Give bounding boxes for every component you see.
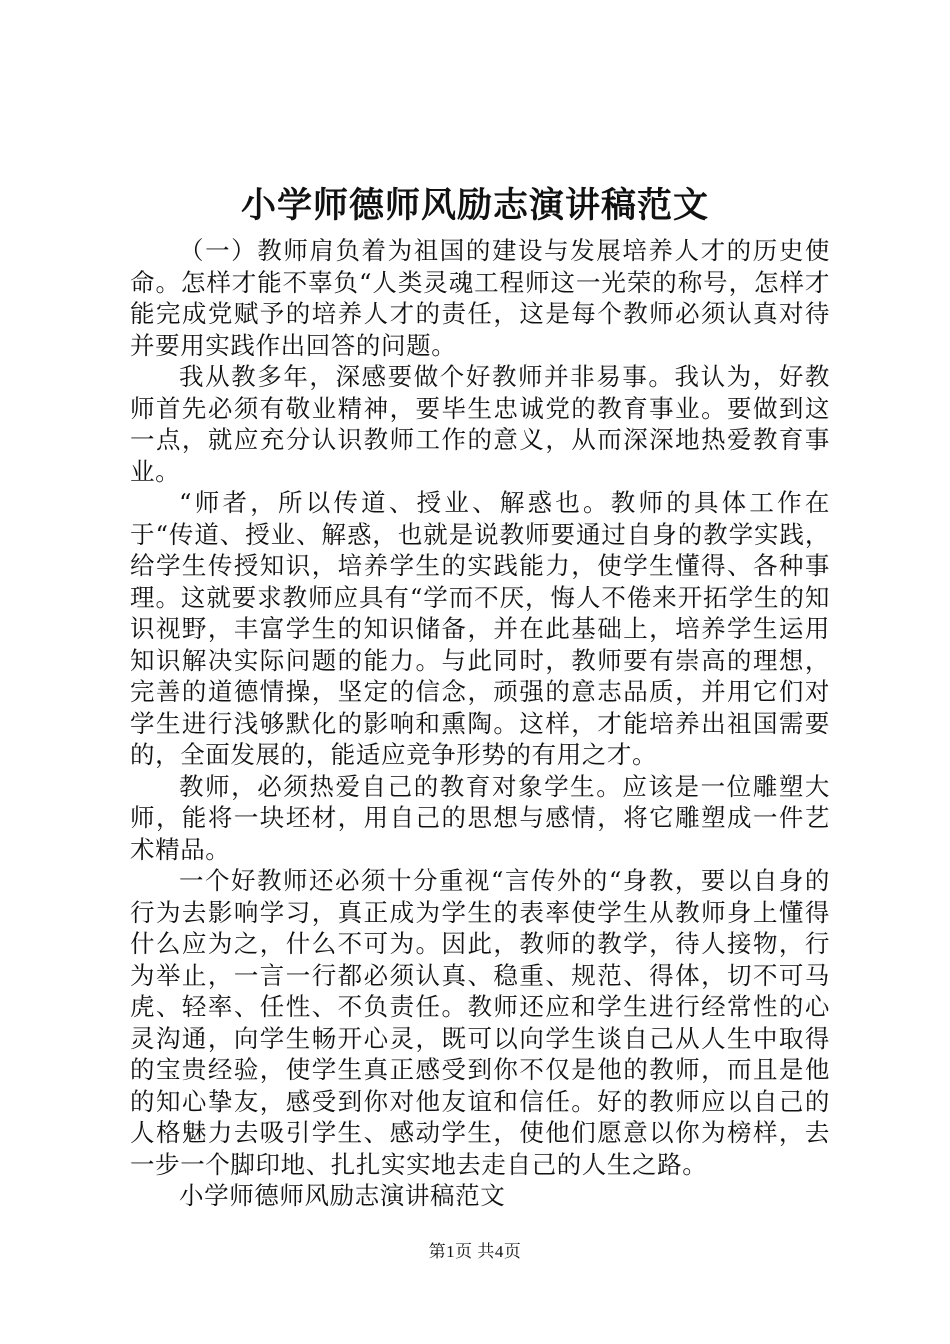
paragraph-1: （一）教师肩负着为祖国的建设与发展培养人才的历史使命。怎样才能不辜负“人类灵魂工程师这一光荣的称号，怎样才能完成党赋予的培养人才的责任，这是每个教师必须认真对待并要用实践作出回答的问题。 <box>130 236 830 360</box>
paragraph-2: 我从教多年，深感要做个好教师并非易事。我认为，好教师首先必须有敬业精神，要毕生忠诚党的教育事业。要做到这一点，就应充分认识教师工作的意义，从而深深地热爱教育事业。 <box>130 362 830 486</box>
paragraph-4: 教师，必须热爱自己的教育对象学生。应该是一位雕塑大师，能将一块坯材，用自己的思想与感情，将它雕塑成一件艺术精品。 <box>130 771 830 864</box>
paragraph-6: 小学师德师风励志演讲稿范文 <box>179 1181 506 1210</box>
document-title: 小学师德师风励志演讲稿范文 <box>240 185 709 226</box>
paragraph-5: 一个好教师还必须十分重视“言传外的“身教，要以自身的行为去影响学习，真正成为学生的表率使学生从教师身上懂得什么应为之，什么不可为。因此，教师的教学，待人接物，行为举止，一言一行都必须认真、稳重、规范、得体，切不可马虎、轻率、任性、不负责任。教师还应和学生进行经常性的心灵沟通，向学生畅开心灵，既可以向学生谈自己从人生中取得的宝贵经验，使学生真正感受到你不仅是他的教师，而且是他的知心挚友，感受到你对他友谊和信任。好的教师应以自己的人格魅力去吸引学生、感动学生，使他们愿意以你为榜样，去一步一个脚印地、扎扎实实地去走自己的人生之路。 <box>130 866 830 1179</box>
document-body <box>130 235 830 1212</box>
paragraph-3: “师者，所以传道、授业、解惑也。教师的具体工作在于“传道、授业、解惑，也就是说教师要通过自身的教学实践，给学生传授知识，培养学生的实践能力，使学生懂得、各种事理。这就要求教师应具有“学而不厌，悔人不倦来开拓学生的知识视野，丰富学生的知识储备，并在此基础上，培养学生运用知识解决实际问题的能力。与此同时，教师要有崇高的理想，完善的道德情操，坚定的信念，顽强的意志品质，并用它们对学生进行浅够默化的影响和熏陶。这样，才能培养出祖国需要的，全面发展的，能适应竞争形势的有用之才。 <box>130 488 830 769</box>
page-footer: 第1页 共4页 <box>428 1242 522 1261</box>
